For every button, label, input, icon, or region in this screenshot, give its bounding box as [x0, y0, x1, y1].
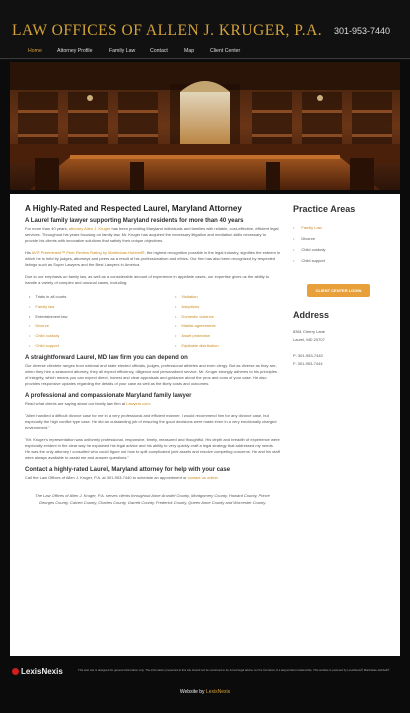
address-line-2: Laurel, MD 20707 [293, 337, 325, 342]
testimonial-2: "Mr. Kruger's representation was uniformly professional, responsive, timely, measured and thoughtful. His depth and breadth of experience were especially evident in the clear way he explained his legal advice and his ability to very quickly craft a legal strategy that addressed my needs. He was the only attorney I consulted who could figure out how to split complicated joint assets and resolve competing concerns. He and his staff were always available to assist me and answer questions." [25, 437, 280, 460]
case-types-list [25, 292, 280, 350]
main-nav [0, 48, 410, 62]
main-content [25, 204, 280, 507]
address-title: Address [293, 310, 330, 320]
reviews-intro [25, 401, 280, 407]
text: . [217, 475, 219, 480]
website-by [0, 689, 410, 695]
service-area-statement: The Law Offices of Allen J. Kruger, P.A. serves clients throughout Anne Arundel County, Montgomery County, Howard County, Prince Georges County, Calvert County, Charles County, Garrett County, Frederick County, Queen Anne County and Worcester County. [35, 493, 270, 505]
header-phone[interactable]: 301-953-7440 [333, 26, 390, 36]
contact-us-link[interactable]: contact us online [187, 475, 218, 480]
practice-item-child-custody[interactable]: • Child custody [293, 244, 393, 255]
footer-disclaimer: This web site is designed for general information only. The information presented at this site should not be construed to be formal legal advice nor the formation of a lawyer/client relationship. This website is powered by LexisNexis® Martindale-Hubbell®. [78, 668, 391, 672]
case-types-left [29, 292, 149, 351]
list-item[interactable]: • Family law [29, 302, 149, 312]
text: : [149, 401, 151, 406]
text: Read what clients are saying about our family law firm at [25, 401, 127, 406]
list-item[interactable]: • Adoptions [175, 302, 295, 312]
testimonial-1: "Allen handled a difficult divorce case for me in a very professional and efficient manner. I would recommend him for any divorce case, but especially the high conflict type case. He did an outstanding job of ensuring the good decisions were made even in a very emotionally charged environment." [25, 413, 277, 430]
intro-paragraph [25, 226, 280, 244]
logo-text: LexisNexis [21, 667, 63, 676]
list-item[interactable]: • Divorce [29, 321, 149, 331]
practice-item-family-law[interactable]: • Family Law [293, 222, 393, 233]
nav-map[interactable]: Map [184, 48, 195, 54]
text: His [25, 250, 32, 255]
firm-name[interactable]: LAW OFFICES OF ALLEN J. KRUGER, P.A. [12, 22, 323, 39]
site-footer [0, 662, 410, 713]
rating-paragraph [25, 250, 280, 268]
intro-heading: A Laurel family lawyer supporting Maryland residents for more than 40 years [25, 218, 244, 224]
nav-client-center[interactable]: Client Center [210, 48, 241, 54]
text: , the highest recognition possible in the legal industry, signifies the esteem in which he is held by judges, attorneys and peers as a result of his professionalism and ethics. Our firm has also been recognized by respected listings such as Super Lawyers and the Best Lawyers in America. [25, 250, 280, 267]
lexisnexis-logo[interactable] [12, 667, 63, 676]
hero-library-image [10, 62, 400, 190]
clientele-paragraph: Our diverse clientele ranges from national and state elected officials, judges, professional athletes and even clergy. But as diverse as they are, when they hire a seasoned attorney, they all expect efficiency, diligence and personalized service. Mr. Kruger strongly adheres to his principles of integrity, which means you can expect direct, honest and clear appraisals and guidance about the pros and cons of your case. He also provides responsive updates regarding the details of your case as well as the likely costs and outcomes. [25, 363, 277, 386]
contact-paragraph [25, 475, 280, 481]
practice-areas-list [293, 222, 393, 266]
nav-attorney-profile[interactable]: Attorney Profile [57, 48, 93, 54]
library-illustration [10, 62, 400, 190]
rating-link[interactable]: AV® Preeminent™ Peer Review Rating by Martindale-Hubbell® [31, 250, 145, 255]
content-panel [10, 194, 400, 656]
list-item[interactable]: • Child support [29, 341, 149, 351]
attorney-link[interactable]: attorney Allen J. Kruger [68, 226, 111, 231]
website-by-link[interactable]: LexisNexis [205, 689, 231, 695]
nav-home[interactable]: Home [28, 48, 42, 54]
expertise-paragraph: Due to our emphasis on family law, as well as a considerable amount of experience in appellate cases, our expertise gives us the ability to handle a variety of complex and unusual cases, including: [25, 274, 270, 285]
list-item: • Entertainment law [29, 312, 149, 322]
list-item[interactable]: • Visitation [175, 292, 295, 302]
sidebar-fax: F: 301-953-7444 [293, 361, 323, 366]
sidebar [293, 204, 393, 368]
lawyers-com-link[interactable]: Lawyers.com [126, 401, 150, 406]
practice-item-divorce[interactable]: • Divorce [293, 233, 393, 244]
contact-heading: Contact a highly-rated Laurel, Maryland attorney for help with your case [25, 467, 231, 473]
text: Call the Law Offices of Allen J. Kruger, P.A. at 301-953-7440 to schedule an appointment or [25, 475, 188, 480]
lexisnexis-logo-icon [12, 668, 19, 675]
practice-item-child-support[interactable]: • Child support [293, 255, 393, 266]
nav-family-law[interactable]: Family Law [109, 48, 136, 54]
sidebar-phone[interactable]: P: 301-953-7440 [293, 353, 323, 358]
case-types-right [175, 292, 295, 351]
list-item[interactable]: • Asset protection [175, 331, 295, 341]
client-center-login-button[interactable]: CLIENT CENTER LOGIN [307, 284, 370, 297]
nav-divider [0, 58, 410, 59]
text: has been providing Maryland individuals and families with reliable, cost-effective, efficient legal services. Throughout his years focusing on family law, Mr. Kruger has acquired the necessary litigation and mediation skills necessary to provide his clients with innovative solutions that satisfy their unique objectives. [25, 226, 279, 243]
list-item[interactable]: • Domestic violence [175, 312, 295, 322]
text: Website by [179, 689, 206, 695]
practice-areas-title: Practice Areas [293, 204, 356, 214]
list-item[interactable]: • Child custody [29, 331, 149, 341]
nav-contact[interactable]: Contact [150, 48, 168, 54]
list-item[interactable]: • Marital agreements [175, 321, 295, 331]
depend-heading: A straightforward Laurel, MD law firm you can depend on [25, 355, 188, 361]
page-title: A Highly-Rated and Respected Laurel, Maryland Attorney [25, 204, 242, 213]
list-item[interactable]: • Equitable distribution [175, 341, 295, 351]
address-line-1: 8361 Cherry Lane [293, 329, 326, 334]
compassion-heading: A professional and compassionate Maryland family lawyer [25, 393, 192, 399]
list-item: • Trials in all courts [29, 292, 149, 302]
text: For more than 40 years, [25, 226, 69, 231]
